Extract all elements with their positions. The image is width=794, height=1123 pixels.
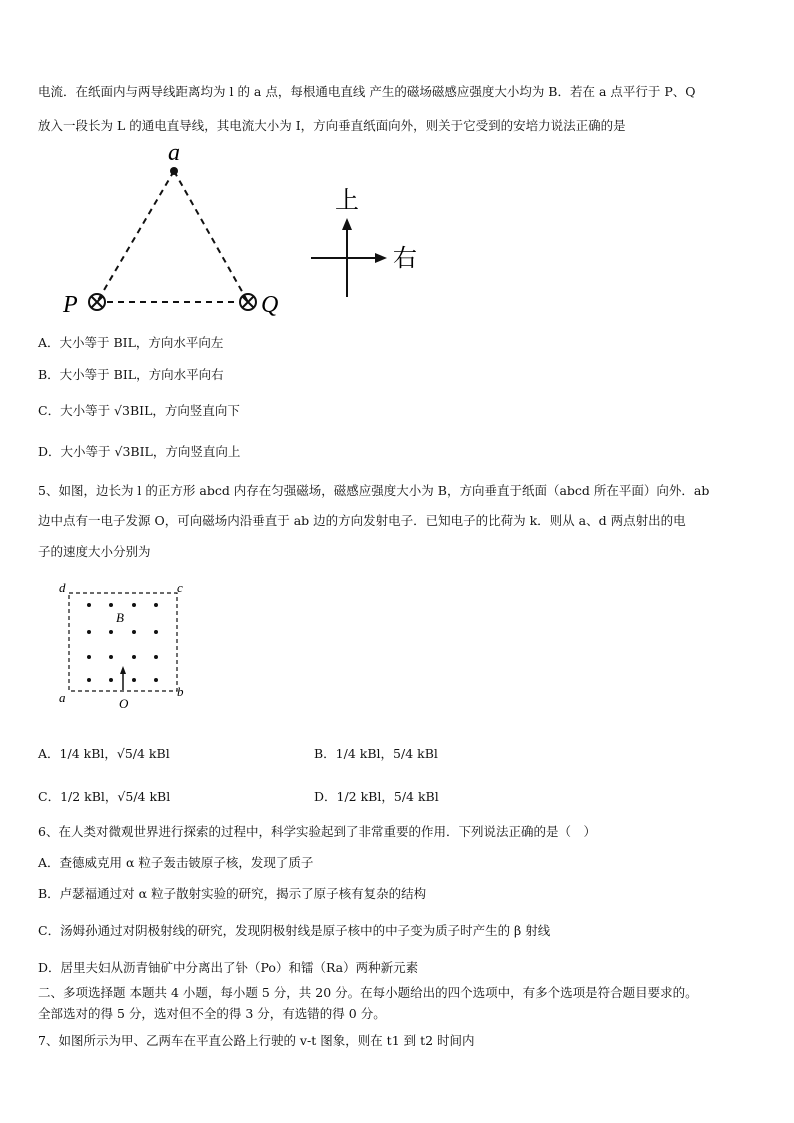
q4-option-a: A．大小等于 BIL，方向水平向左 bbox=[38, 335, 224, 350]
q4-option-b: B．大小等于 BIL，方向水平向右 bbox=[38, 367, 224, 382]
label-b: b bbox=[177, 684, 184, 699]
wire-q-into-page-icon bbox=[240, 294, 256, 310]
q5-line-1: 5、如图，边长为 l 的正方形 abcd 内存在匀强磁场，磁感应强度大小为 B，方向垂直于纸面（abcd 所在平面）向外．ab bbox=[38, 483, 710, 498]
q4-triangle-figure bbox=[55, 138, 305, 328]
q5-option-b: B．1/4 kBl，5/4 kBl bbox=[314, 746, 438, 761]
q5-line-2: 边中点有一电子发源 O，可向磁场内沿垂直于 ab 边的方向发射电子．已知电子的比荷为 k．则从 a、d 两点射出的电 bbox=[38, 513, 686, 528]
label-d: d bbox=[59, 580, 66, 595]
label-p: P bbox=[63, 292, 78, 318]
q4-option-c: C．大小等于 √3BIL，方向竖直向下 bbox=[38, 403, 240, 418]
q5-option-a: A．1/4 kBl，√5/4 kBl bbox=[38, 746, 170, 761]
direction-axes-figure bbox=[305, 180, 430, 300]
q5-option-c: C．1/2 kBl，√5/4 kBl bbox=[38, 789, 171, 804]
q6-option-c: C．汤姆孙通过对阴极射线的研究，发现阴极射线是原子核中的中子变为质子时产生的 β 射线 bbox=[38, 923, 551, 938]
label-c: c bbox=[177, 580, 183, 595]
q6-stem: 6、在人类对微观世界进行探索的过程中，科学实验起到了非常重要的作用．下列说法正确的是（ ） bbox=[38, 824, 596, 839]
point-a bbox=[170, 167, 178, 175]
triangle-side-left bbox=[97, 171, 174, 302]
section2-line-1: 二、多项选择题 本题共 4 小题，每小题 5 分，共 20 分。在每小题给出的四个选项中，有多个选项是符合题目要求的。 bbox=[38, 985, 698, 1000]
q4-line-2: 放入一段长为 L 的通电直导线，其电流大小为 I，方向垂直纸面向外，则关于它受到的安培力说法正确的是 bbox=[38, 118, 626, 133]
label-O: O bbox=[119, 696, 129, 711]
label-a: a bbox=[168, 140, 180, 166]
q5-square-field-figure bbox=[55, 578, 195, 713]
q5-option-d: D．1/2 kBl，5/4 kBl bbox=[314, 789, 439, 804]
label-a: a bbox=[59, 690, 66, 705]
q6-option-a: A．查德威克用 α 粒子轰击铍原子核，发现了质子 bbox=[38, 855, 314, 870]
section2-line-2: 全部选对的得 5 分，选对但不全的得 3 分，有选错的得 0 分。 bbox=[38, 1006, 386, 1021]
triangle-side-right bbox=[174, 171, 248, 302]
label-q: Q bbox=[261, 292, 279, 318]
arrow-up-icon bbox=[342, 218, 352, 230]
arrow-right-icon bbox=[375, 253, 387, 263]
q6-option-b: B．卢瑟福通过对 α 粒子散射实验的研究，揭示了原子核有复杂的结构 bbox=[38, 886, 427, 901]
arrow-up-icon bbox=[120, 666, 126, 674]
label-right: 右 bbox=[393, 246, 417, 272]
q4-line-1: 电流．在纸面内与两导线距离均为 l 的 a 点，每根通电直线 产生的磁场磁感应强度大小均为 B．若在 a 点平行于 P、Q bbox=[38, 84, 696, 99]
label-B: B bbox=[116, 610, 124, 625]
wire-p-into-page-icon bbox=[89, 294, 105, 310]
q4-option-d: D．大小等于 √3BIL，方向竖直向上 bbox=[38, 444, 241, 459]
q5-line-3: 子的速度大小分别为 bbox=[38, 544, 151, 559]
q6-option-d: D．居里夫妇从沥青铀矿中分离出了钋（Po）和镭（Ra）两种新元素 bbox=[38, 960, 419, 975]
label-up: 上 bbox=[335, 188, 359, 214]
q7-stem: 7、如图所示为甲、乙两车在平直公路上行驶的 v-t 图象，则在 t1 到 t2 时间内 bbox=[38, 1033, 475, 1048]
